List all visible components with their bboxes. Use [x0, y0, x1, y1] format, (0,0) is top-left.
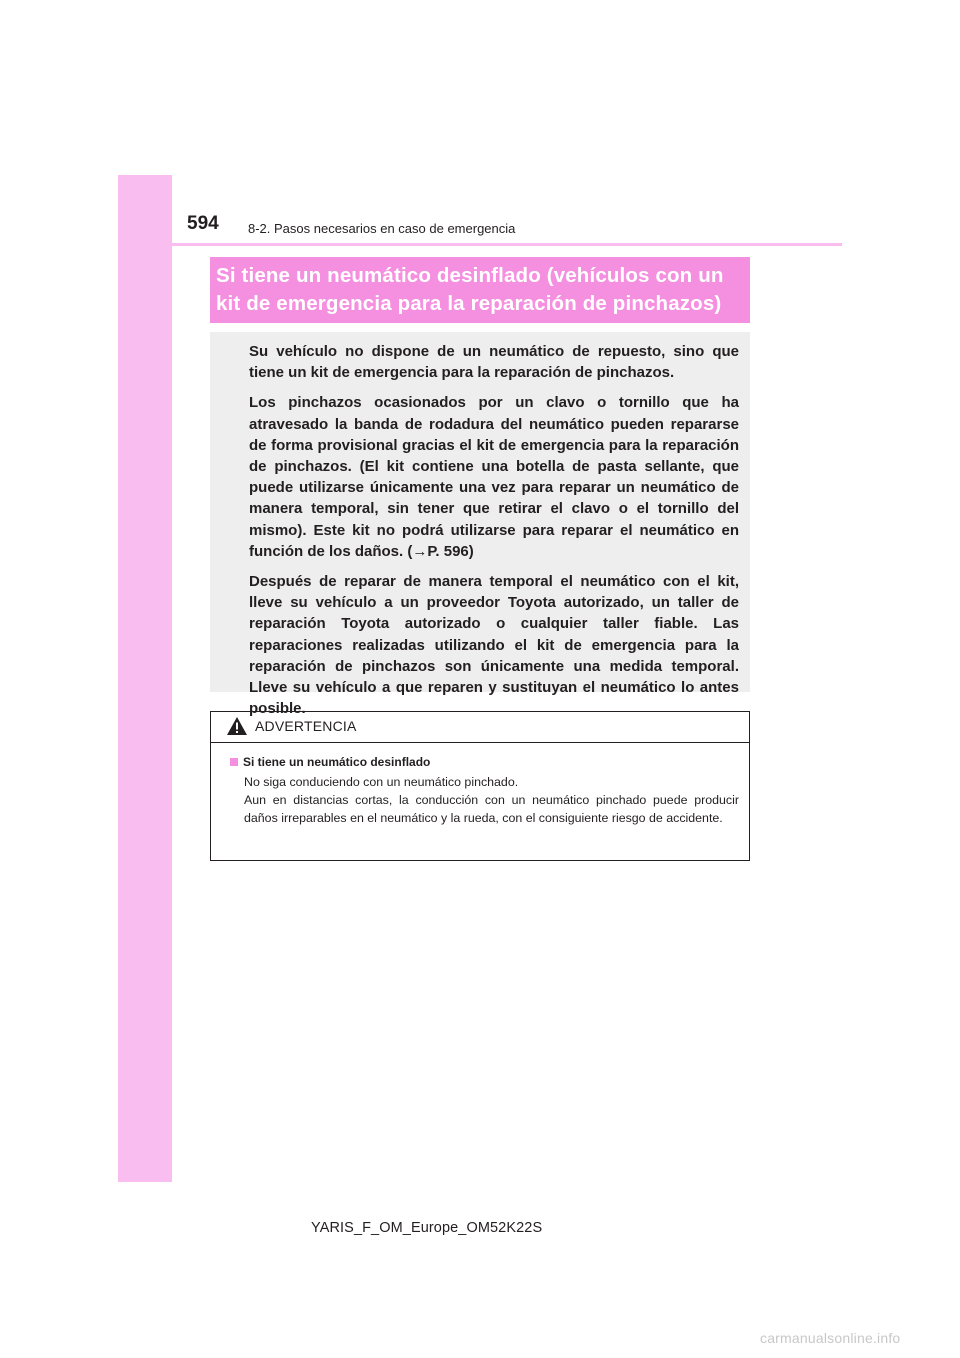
warning-box — [210, 711, 750, 861]
watermark: carmanualsonline.info — [760, 1330, 901, 1346]
warning-subheading — [230, 753, 739, 771]
section-title: 8-2. Pasos necesarios en caso de emergencia — [248, 221, 516, 236]
footer-document-code: YARIS_F_OM_Europe_OM52K22S — [311, 1220, 543, 1236]
warning-line-2: Aun en distancias cortas, la conducción con un neumático pinchado puede producir daños irreparables en el neumático y la rueda, con el consiguiente riesgo de accidente. — [244, 793, 739, 825]
intro-summary-box — [210, 332, 750, 718]
topic-heading-line-2: kit de emergencia para la reparación de pinchazos) — [216, 292, 722, 315]
warning-body — [211, 743, 749, 827]
page-number: 594 — [187, 213, 219, 234]
warning-header — [211, 712, 749, 743]
square-bullet-icon — [230, 758, 238, 766]
intro-paragraph-3: Después de reparar de manera temporal el neumático con el kit, lleve su vehículo a un proveedor Toyota autorizado, un taller de reparación Toyota autorizado o cualquier taller fiable. Las reparaciones realizadas utilizando el kit de emergencia para la reparación de pinchazos son únicamente una medida temporal. Lleve su vehículo a que reparen y sustituyan el neumático lo antes posible. — [249, 573, 739, 718]
header-divider — [118, 243, 842, 246]
topic-heading — [210, 257, 750, 323]
warning-subheading-text: Si tiene un neumático desinflado — [243, 755, 431, 769]
warning-triangle-icon — [226, 716, 248, 736]
intro-paragraph-1: Su vehículo no dispone de un neumático de repuesto, sino que tiene un kit de emergencia para la reparación de pinchazos. — [249, 343, 739, 382]
side-tab-band — [118, 175, 172, 1182]
warning-label: ADVERTENCIA — [255, 718, 357, 734]
intro-paragraph-2: Los pinchazos ocasionados por un clavo o tornillo que ha atravesado la banda de rodadura del neumático pueden repararse de forma provisional gracias el kit de emergencia para la reparación de pinchazos. (El kit contiene una botella de pasta sellante, que puede utilizarse únicamente una vez para reparar un neumático de manera temporal, sin tener que retirar el clavo o el tornillo del mismo). Este kit no podrá utilizarse para reparar el neumático en función de los daños. (→P. 596) — [249, 394, 739, 560]
warning-text — [230, 773, 739, 827]
topic-heading-line-1: Si tiene un neumático desinflado (vehículos con un — [216, 264, 724, 287]
warning-line-1: No siga conduciendo con un neumático pinchado. — [244, 775, 519, 789]
